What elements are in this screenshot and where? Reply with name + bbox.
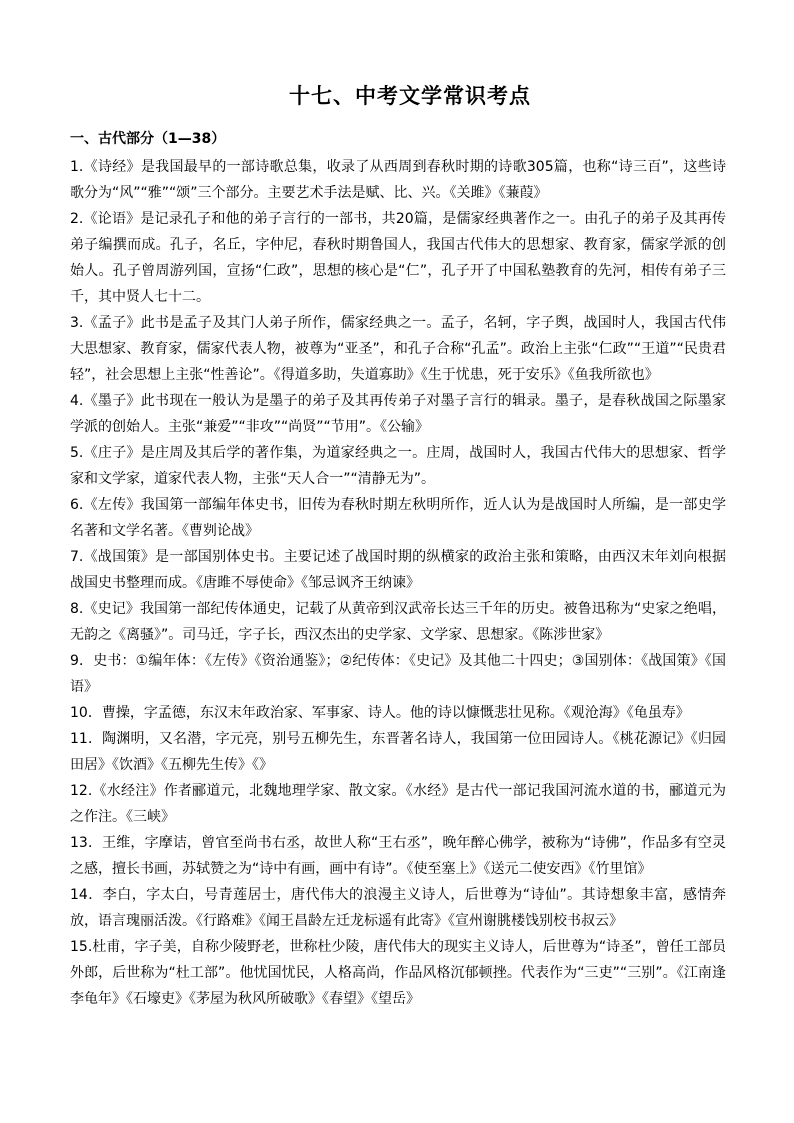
list-item: 8.《史记》我国第一部纪传体通史，记载了从黄帝到汉武帝长达三千年的历史。被鲁迅称为“史家之绝唱，无韵之《离骚》”。司马迁，字子长，西汉杰出的史学家、文学家、思想家。《陈涉世家》: [70, 601, 726, 643]
list-item: 2.《论语》是记录孔子和他的弟子言行的一部书，共20篇，是儒家经典著作之一。由孔子的弟子及其再传弟子编撰而成。孔子，名丘，字仲尼，春秋时期鲁国人，我国古代伟大的思想家、教育家，儒家学派的创始人。孔子曾周游列国，宣扬“仁政”，思想的核心是“仁”，孔子开了中国私塾教育的先河，相传有弟子三千，其中贤人七十二。: [70, 211, 726, 305]
list-item: 9．史书：①编年体：《左传》《资治通鉴》；②纪传体：《史记》及其他二十四史；③国别体：《战国策》《国语》: [70, 653, 726, 695]
list-item: 5.《庄子》是庄周及其后学的著作集，为道家经典之一。庄周，战国时人，我国古代伟大的思想家、哲学家和文学家，道家代表人物，主张“天人合一”“清静无为”。: [70, 445, 726, 487]
list-item: 14．李白，字太白，号青莲居士，唐代伟大的浪漫主义诗人，后世尊为“诗仙”。其诗想象丰富，感情奔放，语言瑰丽活泼。《行路难》《闻王昌龄左迁龙标遥有此寄》《宣州谢朓楼饯别校书叔云》: [70, 887, 726, 929]
list-item: 3.《孟子》此书是孟子及其门人弟子所作，儒家经典之一。孟子，名轲，字子舆，战国时人，我国古代伟大思想家、教育家，儒家代表人物，被尊为“亚圣”，和孔子合称“孔孟”。政治上主张“仁政”“王道”“民贵君轻”，社会思想上主张“性善论”。《得道多助，失道寡助》《生于忧患，死于安乐》《鱼我所欲也》: [70, 315, 726, 383]
list-item: 6.《左传》我国第一部编年体史书，旧传为春秋时期左秋明所作，近人认为是战国时人所编，是一部史学名著和文学名著。《曹刿论战》: [70, 497, 726, 539]
document-page: [70, 80, 726, 1012]
section-heading: 一、古代部分（1—38）: [70, 131, 226, 147]
list-item: 12.《水经注》作者郦道元，北魏地理学家、散文家。《水经》是古代一部记我国河流水道的书，郦道元为之作注。《三峡》: [70, 783, 726, 825]
page-title: 十七、中考文学常识考点: [289, 84, 531, 108]
list-item: 15.杜甫，字子美，自称少陵野老，世称杜少陵，唐代伟大的现实主义诗人，后世尊为“诗圣”，曾任工部员外郎，后世称为“杜工部”。他忧国忧民，人格高尚，作品风格沉郁顿挫。代表作为“三吏”“三别”。《江南逢李龟年》《石壕吏》《茅屋为秋风所破歌》《春望》《望岳》: [70, 939, 726, 1007]
list-item: 10．曹操，字孟德，东汉末年政治家、军事家、诗人。他的诗以慷慨悲壮见称。《观沧海》《龟虽寿》: [70, 705, 690, 721]
list-item: 7.《战国策》是一部国别体史书。主要记述了战国时期的纵横家的政治主张和策略，由西汉末年刘向根据战国史书整理而成。《唐雎不辱使命》《邹忌讽齐王纳谏》: [70, 549, 726, 591]
list-item: 4.《墨子》此书现在一般认为是墨子的弟子及其再传弟子对墨子言行的辑录。墨子，是春秋战国之际墨家学派的创始人。主张“兼爱”“非攻”“尚贤”“节用”。《公输》: [70, 393, 726, 435]
list-item: 1.《诗经》是我国最早的一部诗歌总集，收录了从西周到春秋时期的诗歌305篇，也称“诗三百”，这些诗歌分为“风”“雅”“颂”三个部分。主要艺术手法是赋、比、兴。《关雎》《蒹葭》: [70, 159, 726, 201]
item-list: [70, 154, 726, 1012]
list-item: 13．王维，字摩诘，曾官至尚书右丞，故世人称“王右丞”，晚年醉心佛学，被称为“诗佛”，作品多有空灵之感，擅长书画，苏轼赞之为“诗中有画，画中有诗”。《使至塞上》《送元二使安西》《竹里馆》: [70, 835, 726, 877]
list-item: 11．陶渊明，又名潜，字元亮，别号五柳先生，东晋著名诗人，我国第一位田园诗人。《桃花源记》《归园田居》《饮酒》《五柳先生传》《》: [70, 731, 726, 773]
